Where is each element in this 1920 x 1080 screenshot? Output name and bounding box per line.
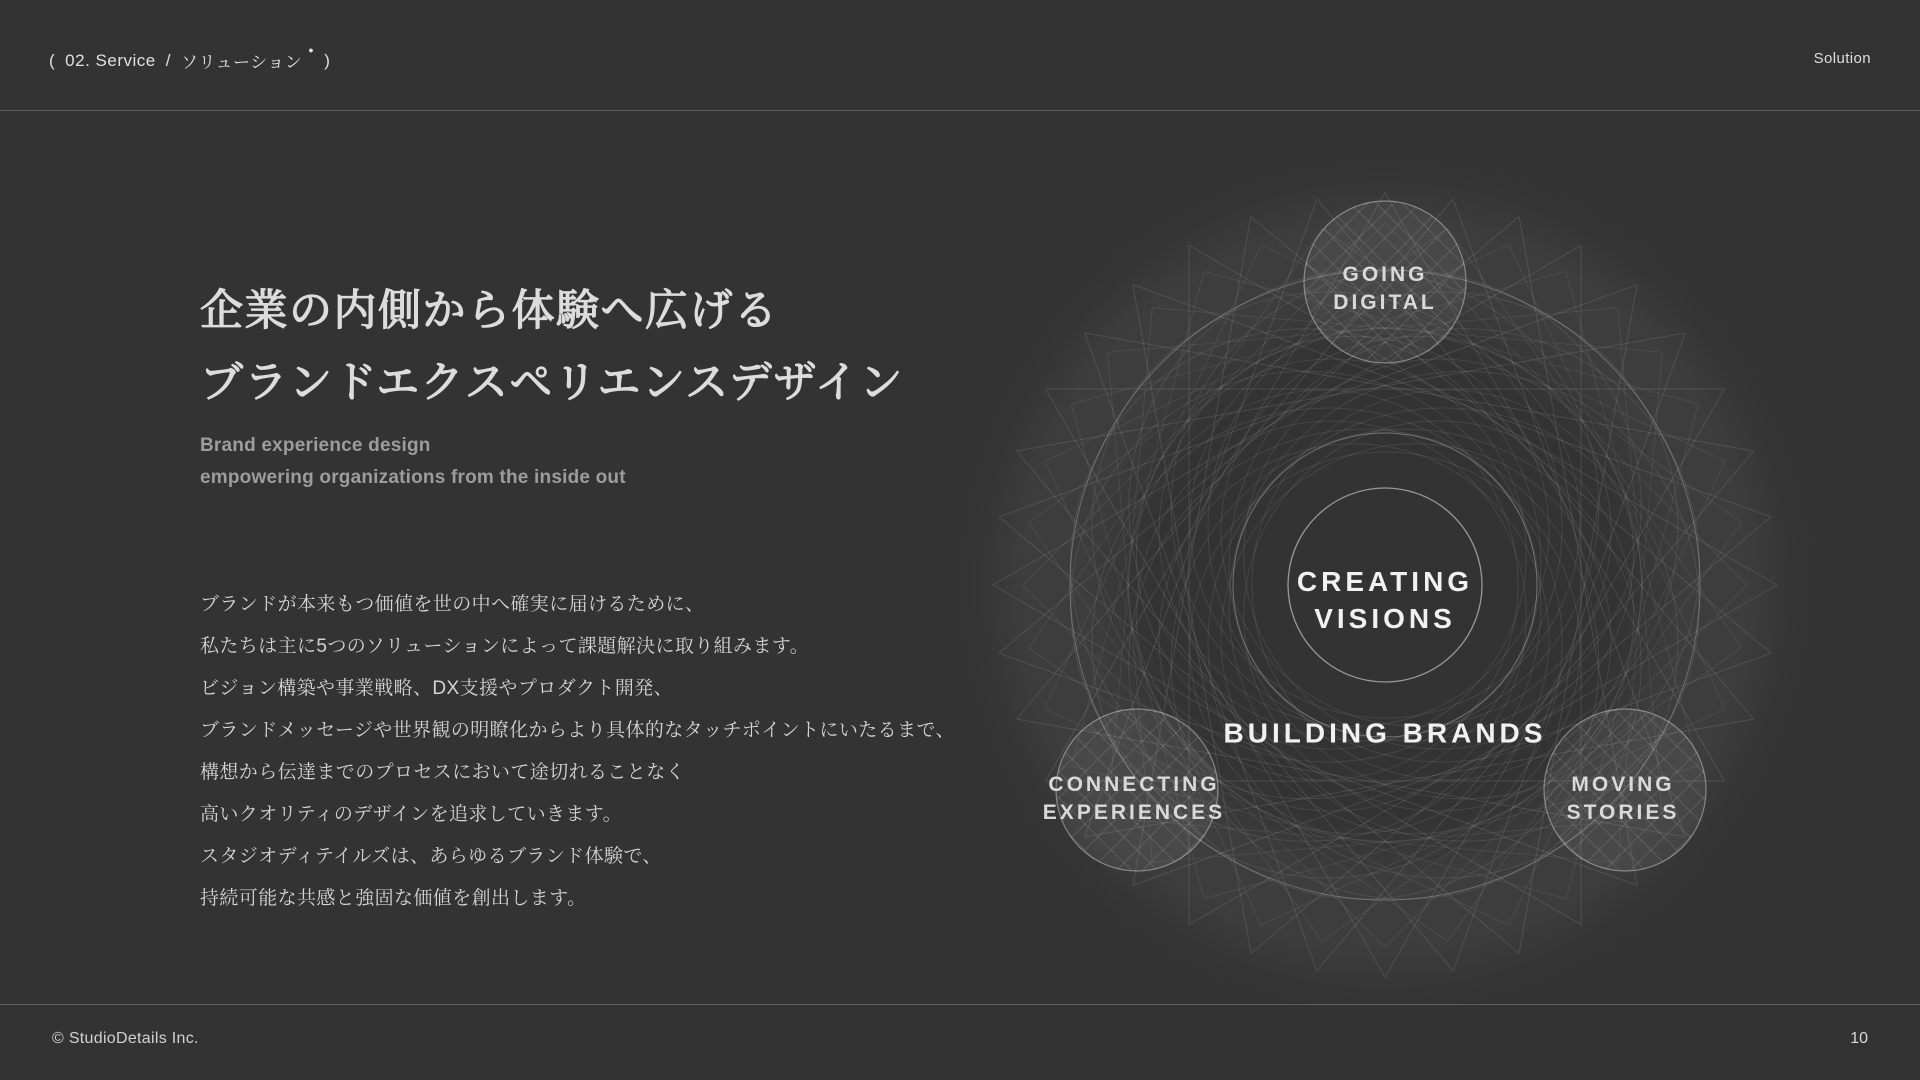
node-label-line: VISIONS bbox=[1314, 603, 1456, 634]
breadcrumb-close-paren: ) bbox=[324, 50, 331, 70]
body-line: ブランドが本来もつ価値を世の中へ確実に届けるために、 bbox=[200, 594, 705, 615]
body-line: 高いクオリティのデザインを追求していきます。 bbox=[200, 804, 623, 825]
header-section-label: Solution bbox=[1813, 50, 1871, 67]
node-label-moving-stories bbox=[1567, 771, 1680, 827]
header-divider bbox=[0, 110, 1920, 111]
node-label-line: MOVING bbox=[1571, 773, 1675, 796]
body-text bbox=[200, 584, 955, 920]
footer-divider bbox=[0, 1004, 1920, 1005]
page-number: 10 bbox=[1850, 1030, 1868, 1047]
body-line: スタジオディテイルズは、あらゆるブランド体験で、 bbox=[200, 846, 662, 867]
node-label-building-brands bbox=[1224, 715, 1547, 752]
node-label-line: BUILDING BRANDS bbox=[1223, 717, 1547, 749]
node-label-line: STORIES bbox=[1566, 801, 1680, 824]
body-line: ブランドメッセージや世界観の明瞭化からより具体的なタッチポイントにいたるまで、 bbox=[200, 720, 955, 741]
slide-subtitle bbox=[200, 430, 626, 494]
breadcrumb-separator: / bbox=[165, 50, 171, 70]
node-label-going-digital bbox=[1333, 261, 1436, 317]
breadcrumb-label: ソリューション bbox=[180, 53, 303, 72]
body-line: 持続可能な共感と強固な価値を創出します。 bbox=[200, 888, 587, 909]
node-label-line: CREATING bbox=[1296, 566, 1474, 597]
node-label-line: CONNECTING bbox=[1048, 773, 1220, 796]
slide-subtitle-line1: Brand experience design bbox=[200, 435, 431, 456]
node-label-line: DIGITAL bbox=[1333, 291, 1437, 314]
body-line: ビジョン構築や事業戦略、DX支援やプロダクト開発、 bbox=[200, 678, 674, 699]
body-line: 私たちは主に5つのソリューションによって課題解決に取り組みます。 bbox=[200, 636, 810, 657]
body-line: 構想から伝達までのプロセスにおいて途切れることなく bbox=[200, 762, 686, 783]
footer-copyright: © StudioDetails Inc. bbox=[52, 1030, 199, 1047]
slide-subtitle-line2: empowering organizations from the inside out bbox=[200, 467, 626, 488]
breadcrumb-section: 02. Service bbox=[65, 50, 156, 70]
node-label-creating-visions bbox=[1297, 563, 1473, 637]
active-dot-icon: ● bbox=[308, 45, 315, 55]
slide-title-line2: ブランドエクスペリエンスデザイン bbox=[200, 358, 904, 407]
breadcrumb bbox=[49, 45, 331, 73]
breadcrumb-open-paren: ( bbox=[49, 50, 56, 70]
node-label-line: GOING bbox=[1342, 263, 1428, 286]
node-label-connecting-experiences bbox=[1043, 771, 1225, 827]
slide-title bbox=[200, 275, 904, 419]
node-label-line: EXPERIENCES bbox=[1042, 801, 1226, 824]
slide-title-line1: 企業の内側から体験へ広げる bbox=[200, 286, 779, 335]
